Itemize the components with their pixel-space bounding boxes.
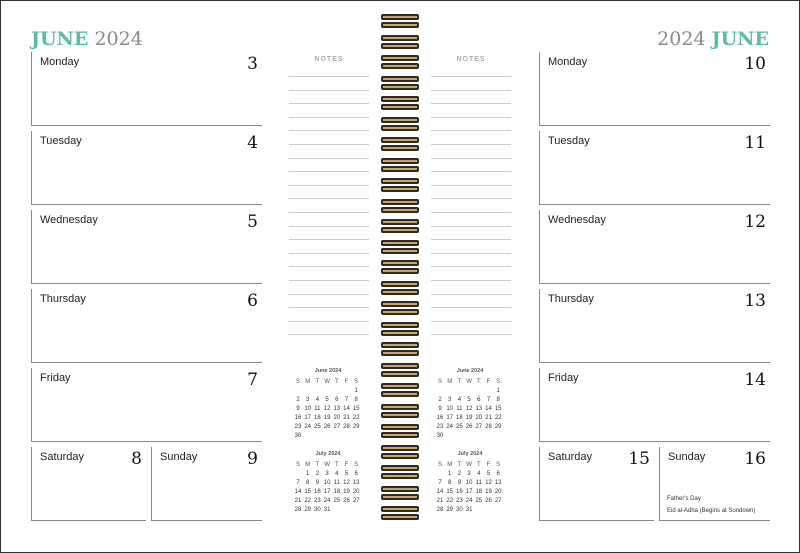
weekday-letter: S xyxy=(295,379,300,385)
weekday-letter: W xyxy=(324,462,330,468)
weekday-letter: W xyxy=(324,379,330,385)
notes-line[interactable] xyxy=(289,171,369,172)
mini-calendar-day[interactable]: 6 xyxy=(335,397,339,403)
mini-calendar-day[interactable]: 20 xyxy=(352,489,360,495)
mini-calendar-day[interactable]: 8 xyxy=(496,397,500,403)
day-box-right-0[interactable] xyxy=(539,52,770,126)
day-name: Tuesday xyxy=(40,135,82,147)
mini-calendar-day[interactable]: 8 xyxy=(306,480,310,486)
day-number: 13 xyxy=(744,291,766,311)
day-box-left-2[interactable] xyxy=(31,210,262,284)
notes-title: NOTES xyxy=(314,56,344,63)
mini-calendar-day[interactable]: 20 xyxy=(475,415,483,421)
mini-calendar-day[interactable]: 13 xyxy=(494,480,502,486)
weekday-letter: M xyxy=(447,379,453,385)
day-name: Thursday xyxy=(40,293,86,305)
event-eid-al-adha: Eid al-Adha (Begins at Sundown) xyxy=(667,508,756,514)
mini-calendar-day[interactable]: 24 xyxy=(323,498,331,504)
notes-line[interactable] xyxy=(289,130,369,131)
weekday-letter: S xyxy=(496,379,501,385)
notes-line[interactable] xyxy=(431,280,511,281)
mini-calendar-day[interactable]: 13 xyxy=(475,406,483,412)
weekday-letter: M xyxy=(305,379,311,385)
day-number: 9 xyxy=(247,449,258,469)
notes-line[interactable] xyxy=(289,117,369,118)
mini-calendar-day[interactable]: 17 xyxy=(465,489,473,495)
mini-calendar-day[interactable]: 15 xyxy=(304,489,312,495)
mini-calendar-day[interactable]: 26 xyxy=(485,498,492,504)
mini-calendar-day[interactable]: 21 xyxy=(343,415,350,421)
mini-calendar-day[interactable]: 3 xyxy=(325,471,329,477)
day-name: Wednesday xyxy=(40,214,98,226)
day-box-right-2[interactable] xyxy=(539,210,770,284)
mini-calendar-title: June 2024 xyxy=(456,368,484,374)
day-number: 15 xyxy=(628,449,650,469)
spiral-ring xyxy=(381,13,419,29)
day-number: 4 xyxy=(247,133,258,153)
left-page-header xyxy=(31,28,143,50)
notes-line[interactable] xyxy=(431,103,511,104)
mini-calendar-day[interactable]: 18 xyxy=(333,489,341,495)
notes-line[interactable] xyxy=(431,294,511,295)
day-number: 14 xyxy=(744,370,766,390)
spiral-ring xyxy=(381,54,419,70)
notes-line[interactable] xyxy=(289,253,369,254)
mini-calendar-day[interactable]: 6 xyxy=(496,471,500,477)
spiral-ring xyxy=(381,157,419,173)
mini-calendar-day[interactable]: 14 xyxy=(343,406,350,412)
spiral-ring xyxy=(381,300,419,316)
header-year: 2024 xyxy=(94,28,143,50)
event-fathers-day: Father's Day xyxy=(667,496,701,502)
notes-line[interactable] xyxy=(289,158,369,159)
mini-calendar-day[interactable]: 23 xyxy=(436,424,444,430)
mini-calendar-day[interactable]: 3 xyxy=(448,397,452,403)
mini-calendar-day[interactable]: 8 xyxy=(354,397,358,403)
weekday-letter: T xyxy=(315,462,320,468)
day-number: 6 xyxy=(247,291,258,311)
notes-line[interactable] xyxy=(431,76,511,77)
weekday-letter: F xyxy=(344,379,349,385)
mini-calendar-day[interactable]: 23 xyxy=(456,498,463,504)
mini-calendar-day[interactable]: 13 xyxy=(333,406,341,412)
mini-calendar-day[interactable]: 3 xyxy=(467,471,471,477)
mini-calendar-day[interactable]: 21 xyxy=(436,498,444,504)
mini-calendar-day[interactable]: 2 xyxy=(315,471,320,477)
mini-calendar-day[interactable]: 7 xyxy=(296,480,300,486)
notes-line[interactable] xyxy=(289,294,369,295)
mini-calendar-day[interactable]: 23 xyxy=(314,498,321,504)
day-number: 5 xyxy=(247,212,258,232)
mini-calendar-day[interactable]: 20 xyxy=(333,415,341,421)
mini-calendar-day[interactable]: 25 xyxy=(314,424,321,430)
mini-calendar-day[interactable]: 30 xyxy=(436,433,444,439)
mini-calendar-title: July 2024 xyxy=(457,451,483,457)
day-box-right-1[interactable] xyxy=(539,131,770,205)
notes-line[interactable] xyxy=(289,103,369,104)
day-number: 8 xyxy=(131,449,142,469)
mini-calendar-day[interactable]: 24 xyxy=(304,424,312,430)
mini-calendar-day[interactable]: 21 xyxy=(294,498,302,504)
day-name: Thursday xyxy=(548,293,594,305)
mini-calendar-day[interactable]: 1 xyxy=(306,471,310,477)
header-year: 2024 xyxy=(657,28,706,50)
notes-line[interactable] xyxy=(431,226,511,227)
mini-calendar-day[interactable]: 26 xyxy=(343,498,350,504)
spiral-ring xyxy=(381,116,419,132)
mini-calendar-day[interactable]: 5 xyxy=(325,397,329,403)
mini-calendar-day[interactable]: 1 xyxy=(496,388,500,394)
spiral-ring xyxy=(381,218,419,234)
mini-calendar-day[interactable]: 30 xyxy=(314,507,321,513)
mini-calendar-day[interactable]: 27 xyxy=(352,498,360,504)
spiral-ring xyxy=(381,198,419,214)
mini-calendar-day[interactable]: 10 xyxy=(323,480,331,486)
mini-calendar-day[interactable]: 8 xyxy=(448,480,452,486)
mini-calendar-day[interactable]: 23 xyxy=(294,424,302,430)
notes-line[interactable] xyxy=(431,212,511,213)
weekday-letter: F xyxy=(486,462,491,468)
mini-calendar-day[interactable]: 22 xyxy=(494,415,502,421)
notes-line[interactable] xyxy=(289,280,369,281)
spiral-ring xyxy=(381,362,419,378)
mini-calendar-day[interactable]: 31 xyxy=(323,507,331,513)
weekday-letter: T xyxy=(476,379,481,385)
mini-calendar-day[interactable]: 16 xyxy=(314,489,321,495)
spiral-ring xyxy=(381,341,419,357)
day-number: 12 xyxy=(744,212,766,232)
spiral-ring xyxy=(381,382,419,398)
header-month: JUNE xyxy=(711,28,769,50)
mini-calendar-day[interactable]: 30 xyxy=(456,507,463,513)
mini-calendar-day[interactable]: 14 xyxy=(485,406,492,412)
mini-calendar-day[interactable]: 31 xyxy=(465,507,473,513)
mini-calendar-day[interactable]: 7 xyxy=(344,397,349,403)
day-name: Monday xyxy=(548,56,588,68)
weekday-letter: F xyxy=(486,379,491,385)
mini-calendar-day[interactable]: 22 xyxy=(446,498,454,504)
spiral-ring xyxy=(381,136,419,152)
notes-line[interactable] xyxy=(431,266,511,267)
mini-calendar-day[interactable]: 12 xyxy=(323,406,331,412)
mini-calendar-day[interactable]: 6 xyxy=(477,397,481,403)
mini-calendar-day[interactable]: 15 xyxy=(494,406,502,412)
day-box-right-sat[interactable] xyxy=(539,447,654,521)
spiral-ring xyxy=(381,75,419,91)
mini-calendar-day[interactable]: 19 xyxy=(343,489,350,495)
notes-line[interactable] xyxy=(289,266,369,267)
spiral-ring xyxy=(381,464,419,480)
notes-line[interactable] xyxy=(431,158,511,159)
notes-line[interactable] xyxy=(289,90,369,91)
weekday-letter: T xyxy=(457,379,462,385)
mini-calendar-day[interactable]: 27 xyxy=(333,424,341,430)
day-name: Sunday xyxy=(668,451,706,463)
mini-calendar-day[interactable]: 10 xyxy=(465,480,473,486)
day-number: 16 xyxy=(744,449,766,469)
day-box-left-1[interactable] xyxy=(31,131,262,205)
weekday-letter: W xyxy=(466,379,472,385)
mini-calendar-day[interactable]: 7 xyxy=(438,480,442,486)
spiral-ring xyxy=(381,34,419,50)
notes-line[interactable] xyxy=(431,171,511,172)
day-number: 7 xyxy=(247,370,258,390)
day-name: Tuesday xyxy=(548,135,590,147)
weekday-letter: T xyxy=(334,379,339,385)
weekday-letter: W xyxy=(466,462,472,468)
mini-calendar-day[interactable]: 13 xyxy=(352,480,360,486)
notes-line[interactable] xyxy=(289,144,369,145)
mini-calendar-day[interactable]: 29 xyxy=(304,507,312,513)
spiral-ring xyxy=(381,95,419,111)
mini-calendar-day[interactable]: 21 xyxy=(485,415,492,421)
mini-calendar-day[interactable]: 18 xyxy=(314,415,321,421)
weekday-letter: F xyxy=(344,462,349,468)
day-name: Monday xyxy=(40,56,80,68)
mini-calendar-day[interactable]: 15 xyxy=(446,489,454,495)
notes-line[interactable] xyxy=(431,334,511,335)
mini-calendar-day[interactable]: 19 xyxy=(323,415,331,421)
mini-calendar-day[interactable]: 20 xyxy=(494,489,502,495)
notes-line[interactable] xyxy=(289,321,369,322)
mini-calendar-day[interactable]: 16 xyxy=(294,415,302,421)
notes-line[interactable] xyxy=(431,253,511,254)
mini-calendar-day[interactable]: 10 xyxy=(304,406,312,412)
mini-calendar-day[interactable]: 25 xyxy=(333,498,341,504)
mini-calendar-day[interactable]: 16 xyxy=(456,489,463,495)
weekday-letter: S xyxy=(354,462,359,468)
spiral-ring xyxy=(381,403,419,419)
notes-line[interactable] xyxy=(431,239,511,240)
notes-line[interactable] xyxy=(431,117,511,118)
mini-calendar-day[interactable]: 4 xyxy=(457,397,462,403)
mini-calendar-day[interactable]: 18 xyxy=(475,489,483,495)
mini-calendar-day[interactable]: 22 xyxy=(304,498,312,504)
spiral-ring xyxy=(381,485,419,501)
notes-line[interactable] xyxy=(289,76,369,77)
notes-line[interactable] xyxy=(289,212,369,213)
mini-calendar-title: July 2024 xyxy=(315,451,341,457)
notes-title: NOTES xyxy=(456,56,486,63)
mini-calendar-day[interactable]: 29 xyxy=(352,424,360,430)
mini-calendar-day[interactable]: 9 xyxy=(457,480,462,486)
day-name: Sunday xyxy=(160,451,198,463)
day-box-left-3[interactable] xyxy=(31,289,262,363)
spiral-ring xyxy=(381,259,419,275)
mini-calendar-day[interactable]: 26 xyxy=(323,424,331,430)
spiral-ring xyxy=(381,321,419,337)
notes-line[interactable] xyxy=(431,130,511,131)
mini-calendar-day[interactable]: 25 xyxy=(456,424,463,430)
day-number: 11 xyxy=(744,133,766,153)
day-number: 3 xyxy=(247,54,258,74)
weekday-letter: M xyxy=(305,462,311,468)
weekday-letter: S xyxy=(354,379,359,385)
notes-line[interactable] xyxy=(431,321,511,322)
mini-calendar-day[interactable]: 9 xyxy=(296,406,300,412)
mini-calendar-day[interactable]: 17 xyxy=(446,415,454,421)
mini-calendar-day[interactable]: 5 xyxy=(344,471,349,477)
mini-calendar-day[interactable]: 28 xyxy=(485,424,492,430)
mini-calendar-day[interactable]: 28 xyxy=(343,424,350,430)
mini-calendar-day[interactable]: 11 xyxy=(333,480,340,486)
notes-line[interactable] xyxy=(431,144,511,145)
header-month: JUNE xyxy=(31,28,89,50)
notes-line[interactable] xyxy=(431,307,511,308)
mini-calendar-day[interactable]: 12 xyxy=(465,406,473,412)
spiral-ring xyxy=(381,239,419,255)
weekday-letter: S xyxy=(496,462,501,468)
mini-calendar-day[interactable]: 4 xyxy=(335,471,339,477)
notes-line[interactable] xyxy=(289,307,369,308)
day-name: Wednesday xyxy=(548,214,606,226)
mini-calendar-day[interactable]: 14 xyxy=(436,489,444,495)
spiral-ring xyxy=(381,177,419,193)
mini-calendar-day[interactable]: 3 xyxy=(306,397,310,403)
mini-calendar-day[interactable]: 9 xyxy=(315,480,320,486)
mini-calendar-day[interactable]: 6 xyxy=(354,471,358,477)
mini-calendar-day[interactable]: 22 xyxy=(352,415,360,421)
mini-calendar-day[interactable]: 2 xyxy=(296,397,300,403)
mini-calendar-day[interactable]: 30 xyxy=(294,433,302,439)
mini-calendar-day[interactable]: 19 xyxy=(465,415,473,421)
weekday-letter: T xyxy=(457,462,462,468)
mini-calendar-day[interactable]: 9 xyxy=(438,406,442,412)
day-name: Friday xyxy=(40,372,71,384)
mini-calendar-day[interactable]: 15 xyxy=(352,406,360,412)
weekday-letter: S xyxy=(295,462,300,468)
notes-line[interactable] xyxy=(289,198,369,199)
mini-calendar-day[interactable]: 11 xyxy=(456,406,463,412)
day-box-right-4[interactable] xyxy=(539,368,770,442)
mini-calendar-day[interactable]: 25 xyxy=(475,498,483,504)
mini-calendar-day[interactable]: 11 xyxy=(314,406,321,412)
mini-calendar-day[interactable]: 4 xyxy=(315,397,320,403)
mini-calendar-title: June 2024 xyxy=(314,368,342,374)
mini-calendar-day[interactable]: 12 xyxy=(343,480,350,486)
mini-calendar-day[interactable]: 19 xyxy=(485,489,492,495)
weekday-letter: T xyxy=(476,462,481,468)
spiral-ring xyxy=(381,444,419,460)
notes-line[interactable] xyxy=(431,185,511,186)
notes-line[interactable] xyxy=(431,90,511,91)
mini-calendar-day[interactable]: 28 xyxy=(294,507,302,513)
mini-calendar-day[interactable]: 24 xyxy=(446,424,454,430)
mini-calendar-day[interactable]: 27 xyxy=(494,498,502,504)
mini-calendar-day[interactable]: 4 xyxy=(477,471,481,477)
mini-calendar-day[interactable]: 2 xyxy=(457,471,462,477)
mini-calendar-day[interactable]: 12 xyxy=(485,480,492,486)
spiral-ring xyxy=(381,280,419,296)
day-box-left-0[interactable] xyxy=(31,52,262,126)
mini-calendar-day[interactable]: 1 xyxy=(354,388,358,394)
mini-calendar-day[interactable]: 10 xyxy=(446,406,454,412)
day-box-left-sat[interactable] xyxy=(31,447,146,521)
mini-calendar-day[interactable]: 18 xyxy=(456,415,463,421)
mini-calendar-day[interactable]: 28 xyxy=(436,507,444,513)
day-number: 10 xyxy=(744,54,766,74)
mini-calendar-day[interactable]: 16 xyxy=(436,415,444,421)
spiral-ring xyxy=(381,505,419,521)
day-name: Friday xyxy=(548,372,579,384)
mini-calendar-day[interactable]: 27 xyxy=(475,424,483,430)
notes-line[interactable] xyxy=(289,185,369,186)
day-box-right-sun[interactable] xyxy=(659,447,770,521)
mini-calendar-day[interactable]: 7 xyxy=(486,397,491,403)
mini-calendar-day[interactable]: 14 xyxy=(294,489,302,495)
mini-calendar-day[interactable]: 26 xyxy=(465,424,473,430)
weekday-letter: M xyxy=(447,462,453,468)
day-box-right-3[interactable] xyxy=(539,289,770,363)
day-box-left-sun[interactable] xyxy=(151,447,262,521)
weekday-letter: T xyxy=(315,379,320,385)
mini-calendar-day[interactable]: 17 xyxy=(304,415,312,421)
day-name: Saturday xyxy=(40,451,85,463)
mini-calendar-day[interactable]: 17 xyxy=(323,489,331,495)
mini-calendar-day[interactable]: 11 xyxy=(475,480,482,486)
spiral-ring xyxy=(381,423,419,439)
mini-calendar-day[interactable]: 5 xyxy=(467,397,471,403)
day-name: Saturday xyxy=(548,451,593,463)
notes-line[interactable] xyxy=(431,198,511,199)
mini-calendar-day[interactable]: 2 xyxy=(438,397,442,403)
weekday-letter: S xyxy=(437,379,442,385)
day-box-left-4[interactable] xyxy=(31,368,262,442)
mini-calendar-day[interactable]: 1 xyxy=(448,471,452,477)
mini-calendar-day[interactable]: 24 xyxy=(465,498,473,504)
weekday-letter: T xyxy=(334,462,339,468)
notes-line[interactable] xyxy=(289,239,369,240)
notes-line[interactable] xyxy=(289,334,369,335)
mini-calendar-day[interactable]: 5 xyxy=(486,471,491,477)
right-page-header xyxy=(657,28,769,50)
weekday-letter: S xyxy=(437,462,442,468)
notes-line[interactable] xyxy=(289,226,369,227)
mini-calendar-day[interactable]: 29 xyxy=(446,507,454,513)
mini-calendar-day[interactable]: 29 xyxy=(494,424,502,430)
